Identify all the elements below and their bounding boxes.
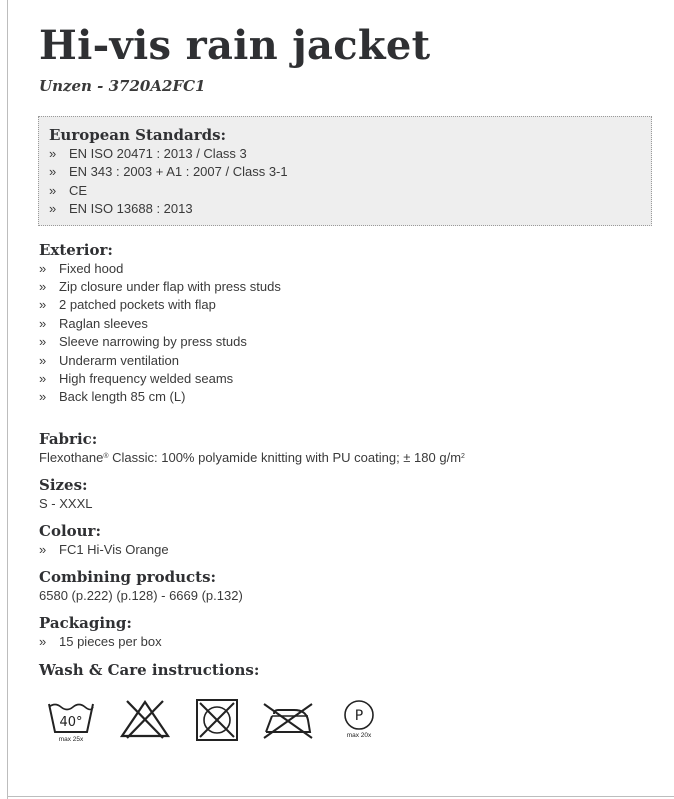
list-item: » EN 343 : 2003 + A1 : 2007 / Class 3-1	[49, 163, 641, 181]
exterior-heading: Exterior:	[39, 240, 113, 259]
product-sheet	[39, 22, 659, 680]
bullet: »	[39, 634, 47, 650]
sizes-section	[39, 475, 659, 513]
bullet: »	[39, 352, 47, 368]
colour-section	[39, 521, 659, 559]
standards-box	[38, 116, 652, 226]
list-item: » Back length 85 cm (L)	[39, 388, 659, 406]
standards-list	[49, 145, 641, 219]
colour-heading: Colour:	[39, 521, 101, 540]
wash-caption: max 25x	[58, 736, 84, 743]
bullet: »	[39, 315, 47, 331]
sizes-text: S - XXXL	[39, 495, 93, 511]
bullet: »	[39, 371, 47, 387]
bullet: »	[39, 389, 47, 405]
do-not-bleach-icon	[119, 698, 171, 740]
combining-heading: Combining products:	[39, 568, 217, 587]
wash-heading: Wash & Care instructions:	[39, 660, 260, 679]
product-code: Unzen - 3720A2FC1	[39, 77, 206, 95]
dryclean-letter: P	[354, 708, 364, 724]
list-item: » Fixed hood	[39, 260, 659, 278]
standards-heading: European Standards:	[49, 126, 227, 144]
bullet: »	[49, 182, 57, 198]
list-item: » 15 pieces per box	[39, 633, 659, 651]
packaging-list	[39, 633, 659, 651]
left-rule	[7, 0, 8, 799]
list-item: » Sleeve narrowing by press studs	[39, 333, 659, 351]
exterior-list	[39, 260, 659, 407]
wash-temp: 40°	[59, 715, 83, 730]
do-not-iron-icon	[260, 698, 316, 740]
list-item: » CE	[49, 182, 641, 200]
bullet: »	[39, 260, 47, 276]
combining-text: 6580 (p.222) (p.128) - 6669 (p.132)	[39, 588, 243, 604]
exterior-section	[39, 240, 659, 407]
care-icons	[46, 698, 386, 748]
bullet: »	[39, 334, 47, 350]
combining-section	[39, 567, 659, 605]
fabric-text: Flexothane® Classic: 100% polyamide knitting with PU coating; ± 180 $g/m^2$	[39, 449, 465, 465]
list-item: » High frequency welded seams	[39, 370, 659, 388]
bullet: »	[49, 146, 57, 161]
list-item: » FC1 Hi-Vis Orange	[39, 541, 659, 559]
fabric-section	[39, 429, 659, 467]
bullet: »	[49, 201, 57, 217]
sizes-heading: Sizes:	[39, 475, 88, 494]
wash-section	[39, 660, 659, 680]
dryclean-caption: max 20x	[346, 732, 372, 739]
list-item: » EN ISO 13688 : 2013	[49, 200, 641, 218]
list-item: » EN ISO 20471 : 2013 / Class 3	[49, 145, 641, 163]
bullet: »	[39, 279, 47, 295]
wash-40-icon	[46, 698, 96, 743]
bottom-rule	[7, 796, 674, 797]
do-not-tumble-dry-icon	[195, 698, 239, 742]
list-item: » Raglan sleeves	[39, 315, 659, 333]
list-item: » Zip closure under flap with press studs	[39, 278, 659, 296]
dry-clean-p-icon	[342, 698, 376, 739]
list-item: » 2 patched pockets with flap	[39, 296, 659, 314]
bullet: »	[39, 297, 47, 313]
bullet: »	[49, 164, 57, 180]
page-title: Hi-vis rain jacket	[39, 22, 431, 69]
packaging-heading: Packaging:	[39, 614, 132, 633]
bullet: »	[39, 541, 47, 557]
wash-tub-icon	[46, 698, 96, 736]
packaging-section	[39, 613, 659, 651]
colour-list	[39, 541, 659, 559]
fabric-heading: Fabric:	[39, 429, 98, 448]
list-item: » Underarm ventilation	[39, 352, 659, 370]
